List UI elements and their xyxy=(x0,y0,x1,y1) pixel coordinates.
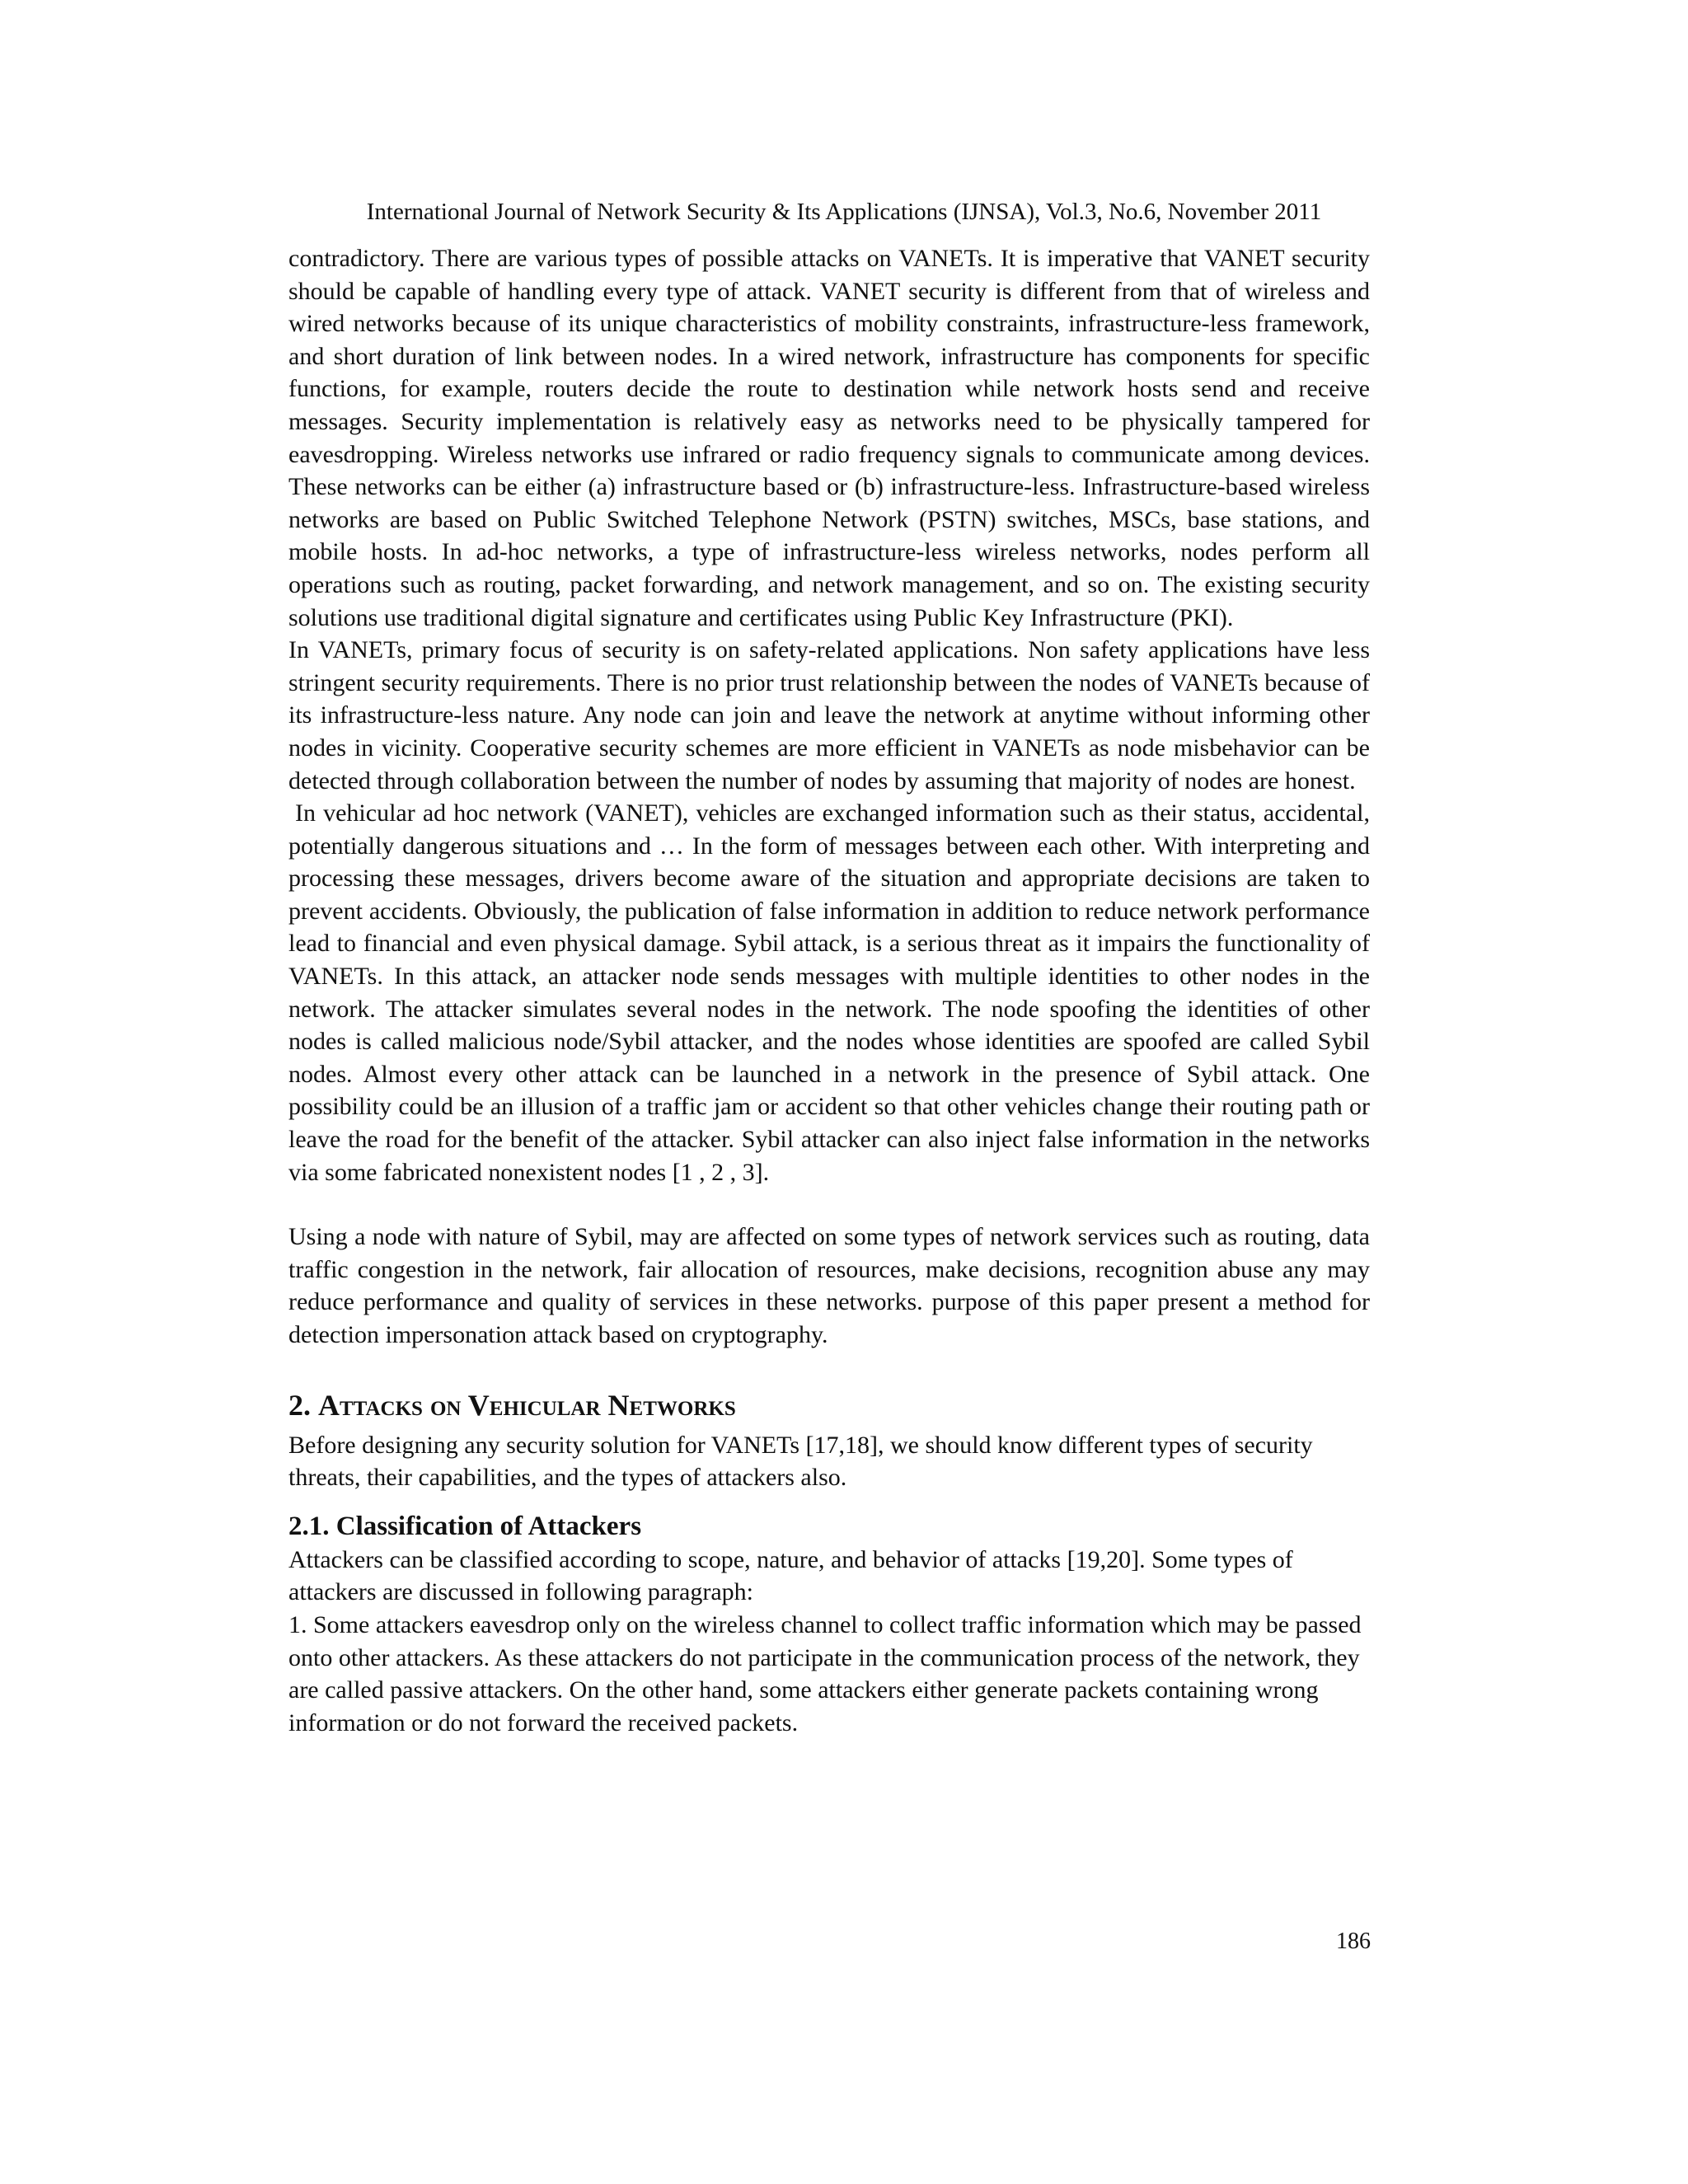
attacker-list-item-1: 1. Some attackers eavesdrop only on the wireless channel to collect traffic information which may be passed onto other attackers. As these attackers do not participate in the communication process of the network, they are called passive attackers. On the other hand, some attackers either generate packets containing wrong information or do not forward the received packets. xyxy=(288,1610,1362,1736)
body-paragraph-1: contradictory. There are various types of possible attacks on VANETs. It is imperative that VANET security should be capable of handling every type of attack. VANET security is different from that of wireless and wired networks because of its unique characteristics of mobility constraints, infrastructure-less framework, and short duration of link between nodes. In a wired network, infrastructure has components for specific functions, for example, routers decide the route to destination while network hosts send and receive messages. Security implementation is relatively easy as networks need to be physically tampered for eavesdropping. Wireless networks use infrared or radio frequency signals to communicate among devices. These networks can be either (a) infrastructure based or (b) infrastructure-less. Infrastructure-based wireless networks are based on Public Switched Telephone Network (PSTN) switches, MSCs, base stations, and mobile hosts. In ad-hoc networks, a type of infrastructure-less wireless networks, nodes perform all operations such as routing, packet forwarding, and network management, and so on. The existing security solutions use traditional digital signature and certificates using Public Key Infrastructure (PKI). xyxy=(288,245,1370,631)
page-body xyxy=(288,242,1370,1739)
body-paragraph-3: In vehicular ad hoc network (VANET), vehicles are exchanged information such as their status, accidental, potentially dangerous situations and … In the form of messages between each other. With interpreting and processing these messages, drivers become aware of the situation and appropriate decisions are taken to prevent accidents. Obviously, the publication of false information in addition to reduce network performance lead to financial and even physical damage. Sybil attack, is a serious threat as it impairs the functionality of VANETs. In this attack, an attacker node sends messages with multiple identities to other nodes in the network. The attacker simulates several nodes in the network. The node spoofing the identities of other nodes is called malicious node/Sybil attacker, and the nodes whose identities are spoofed are called Sybil nodes. Almost every other attack can be launched in a network in the presence of Sybil attack. One possibility could be an illusion of a traffic jam or accident so that other vehicles change their routing path or leave the road for the benefit of the attacker. Sybil attacker can also inject false information in the networks via some fabricated nonexistent nodes [1 , 2 , 3]. xyxy=(288,799,1370,1186)
section-2-title: Attacks on Vehicular Networks xyxy=(318,1388,736,1422)
body-paragraph-2: In VANETs, primary focus of security is on safety-related applications. Non safety applications have less stringent security requirements. There is no prior trust relationship between the nodes of VANETs because of its infrastructure-less nature. Any node can join and leave the network at anytime without informing other nodes in vicinity. Cooperative security schemes are more efficient in VANETs as node misbehavior can be detected through collaboration between the number of nodes by assuming that majority of nodes are honest. xyxy=(288,636,1370,794)
page-number: 186 xyxy=(1336,1929,1371,1954)
section-2-heading xyxy=(288,1386,1370,1424)
running-header: International Journal of Network Security & Its Applications (IJNSA), Vol.3, No.6, November 2011 xyxy=(366,199,1322,225)
body-paragraph-4: Using a node with nature of Sybil, may are affected on some types of network services such as routing, data traffic congestion in the network, fair allocation of resources, make decisions, recognition abuse any may reduce performance and quality of services in these networks. purpose of this paper present a method for detection impersonation attack based on cryptography. xyxy=(288,1223,1370,1348)
section-2-number: 2. xyxy=(288,1388,311,1422)
subsection-2-1-heading: 2.1. Classification of Attackers xyxy=(288,1511,642,1541)
subsection-2-1-intro: Attackers can be classified according to scope, nature, and behavior of attacks [19,20]. Some types of attackers are discussed in following paragraph: xyxy=(288,1545,1293,1606)
section-2-intro: Before designing any security solution for VANETs [17,18], we should know different types of security threats, their capabilities, and the types of attackers also. xyxy=(288,1431,1313,1492)
